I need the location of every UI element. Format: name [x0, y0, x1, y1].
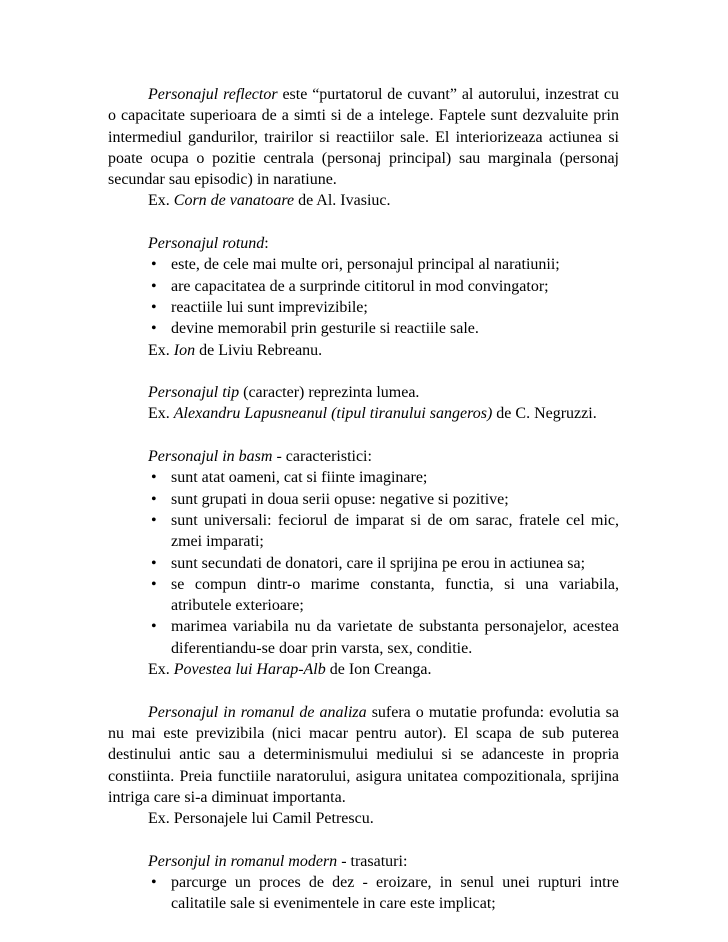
example-prefix: Ex.	[148, 192, 174, 210]
list-item-text: devine memorabil prin gesturile si reactiile sale.	[171, 320, 479, 338]
list-item	[148, 872, 619, 915]
list-item	[148, 616, 619, 659]
list-item-text: sunt universali: feciorul de imparat si de om sarac, fratele cel mic, zmei imparati;	[171, 511, 619, 551]
text-reflector: este “purtatorul de cuvant” al autorului, inzestrat cu o capacitate superioara de a simti si de a intelege. Faptele sunt dezvaluite prin intermediul gandurilor, trairilor si reactiilor sale. El interiorizeaza actiunea si poate ocupa o pozitie centrala (personaj principal) sau marginala (personaj secundar sau episodic) in naratiune.	[108, 86, 620, 189]
bullet-icon: •	[151, 511, 157, 529]
bullet-icon: •	[151, 873, 157, 891]
example-prefix: Ex.	[148, 661, 174, 679]
bullet-icon: •	[151, 618, 157, 636]
list-item	[148, 467, 619, 488]
heading-suffix: - trasaturi:	[337, 852, 408, 870]
list-item	[148, 297, 619, 318]
list-item	[148, 510, 619, 553]
text-analiza: sufera o mutatie profunda: evolutia sa nu mai este previzibila (nici macar pentru autor). El scapa de sub puterea destinului antic sau a determinismului mediului si se adanceste in propria constiinta. Preia functiile naratorului, asigura unitatea compozitionala, sprijina intriga care si-a diminuat importanta.	[108, 703, 620, 806]
list-item-text: are capacitatea de a surprinde cititorul in mod convingator;	[171, 277, 549, 295]
list-basm	[108, 467, 619, 659]
example-basm	[108, 659, 619, 680]
example-title: Corn de vanatoare	[173, 192, 295, 210]
list-item-text: sunt grupati in doua serii opuse: negative si pozitive;	[171, 490, 509, 508]
term-modern: Personjul in romanul modern	[148, 852, 338, 870]
text-tip: (caracter) reprezinta lumea.	[239, 384, 420, 402]
heading-rotund	[108, 233, 619, 254]
list-item	[148, 553, 619, 574]
list-item-text: se compun dintr-o marime constanta, functia, si una variabila, atributele exterioare;	[171, 575, 619, 615]
term-basm: Personajul in basm	[148, 448, 273, 466]
example-analiza: Ex. Personajele lui Camil Petrescu.	[148, 810, 374, 828]
bullet-icon: •	[151, 256, 157, 274]
example-suffix: de C. Negruzzi.	[492, 405, 597, 423]
example-reflector	[108, 190, 619, 211]
term-reflector: Personajul reflector	[148, 86, 278, 103]
list-item	[148, 489, 619, 510]
example-rotund	[108, 340, 619, 361]
list-item	[148, 318, 619, 339]
bullet-icon: •	[151, 320, 157, 338]
example-suffix: de Liviu Rebreanu.	[195, 341, 323, 359]
bullet-icon: •	[151, 554, 157, 572]
bullet-icon: •	[151, 575, 157, 593]
example-suffix: de Al. Ivasiuc.	[294, 192, 391, 210]
list-rotund	[108, 254, 619, 339]
list-item	[148, 254, 619, 275]
paragraph-tip	[108, 382, 619, 403]
example-tip	[108, 403, 619, 424]
heading-suffix: - caracteristici:	[272, 448, 372, 466]
paragraph-analiza	[108, 702, 619, 808]
bullet-icon: •	[151, 490, 157, 508]
bullet-icon: •	[151, 298, 157, 316]
paragraph-reflector	[108, 84, 619, 190]
list-item-text: reactiile lui sunt imprevizibile;	[171, 298, 368, 316]
list-item-text: sunt atat oameni, cat si fiinte imaginare;	[171, 469, 428, 487]
list-item-text: marimea variabila nu da varietate de substanta personajelor, acestea diferentiandu-se doar prin varsta, sex, conditie.	[171, 618, 619, 657]
list-item-text: este, de cele mai multe ori, personajul principal al naratiunii;	[171, 256, 560, 274]
term-tip: Personajul tip	[148, 384, 240, 402]
bullet-icon: •	[151, 277, 157, 295]
list-item-text: sunt secundati de donatori, care il sprijina pe erou in actiunea sa;	[171, 554, 586, 572]
heading-basm	[108, 446, 619, 467]
example-prefix: Ex.	[148, 341, 174, 359]
example-suffix: de Ion Creanga.	[325, 661, 432, 679]
example-prefix: Ex.	[148, 405, 174, 423]
heading-modern	[108, 851, 619, 872]
heading-suffix: :	[264, 235, 269, 253]
example-title: Ion	[173, 341, 196, 359]
list-item	[148, 276, 619, 297]
example-title: Alexandru Lapusneanul (tipul tiranului sangeros)	[173, 405, 493, 423]
bullet-icon: •	[151, 469, 157, 487]
list-item-text: parcurge un proces de dez - eroizare, in senul unei rupturi intre calitatile sale si evenimentele in care este implicat;	[171, 873, 619, 913]
list-modern	[108, 872, 619, 915]
example-title: Povestea lui Harap-Alb	[173, 661, 326, 679]
term-rotund: Personajul rotund	[148, 235, 265, 253]
list-item	[148, 574, 619, 617]
term-analiza: Personajul in romanul de analiza	[148, 703, 367, 721]
